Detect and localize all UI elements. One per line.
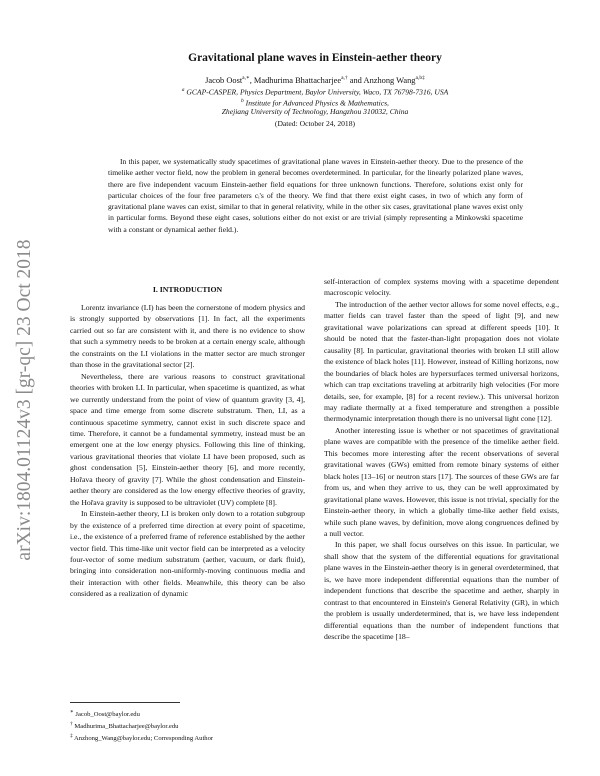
arxiv-stamp-text: arXiv:1804.01124v3 [gr-qc] 23 Oct 2018	[14, 239, 35, 561]
paragraph: Nevertheless, there are various reasons to construct gravitational theories with broken LI. In particular, when spacetime is quantized, as what we currently understand from the point of view of quantum gravity [3, 4], space and time emerge from some discrete substratum. Then, LI, as a continuous spacetime symmetry, cannot exist in such discrete space and time. Therefore, it cannot be a fundamental symmetry, instead must be an emergent one at the low energy physics. Following this line of thinking, various gravitational theories that violate LI have been proposed, such as ghost condensation [5], Einstein-aether theory [6], and more recently, Hořava theory of gravity [7]. While the ghost condensation and Einstein-aether theory are considered as the low energy effective theories of gravity, the Hořava gravity is supposed to be ultraviolet (UV) complete [8].	[70, 371, 305, 507]
author-name: Anzhong Wang	[363, 75, 416, 85]
footnote-mark: †	[70, 720, 73, 727]
email-link[interactable]: Anzhong_Wang@baylor.edu; Corresponding Author	[74, 734, 214, 742]
author-list	[70, 73, 560, 86]
email-link[interactable]: Madhurima_Bhattacharjee@baylor.edu	[74, 722, 179, 730]
paragraph: Another interesting issue is whether or not spacetimes of gravitational plane waves are compatible with the presence of the timelike aether field. This becomes more interesting after the recent observations of several gravitational waves (GWs) emitted from remote binary systems of either black holes [13–16] or neutron stars [17]. The sources of these GWs are far from us, and when they arrive to us, they can be well approximated by gravitational plane waves. However, this issue is not trivial, specially for the Einstein-aether theory, in which a globally time-like aether field exists, while such plane waves, by definition, move along congruences defined by a null vector.	[324, 425, 559, 538]
author-name: Jacob Oost	[205, 75, 243, 85]
affiliation-text: GCAP-CASPER, Physics Department, Baylor University, Waco, TX 76798-7316, USA	[184, 87, 449, 97]
dated-line: (Dated: October 24, 2018)	[274, 119, 356, 128]
left-column	[70, 302, 305, 600]
footnote	[70, 732, 305, 744]
paragraph-continued: self-interaction of complex systems moving with a spacetime dependent macroscopic velocity.	[324, 277, 559, 298]
abstract-text: In this paper, we systematically study spacetimes of gravitational plane waves in Einstein-aether theory. Due to the presence of the timelike aether vector field, now the problem in general becomes overdetermined. In particular, for the linearly polarized plane waves, there are five independent vacuum Einstein-aether field equations for three unknown functions. Therefore, solutions exist only for particular choices of the four free parameters cᵢ's of the theory. We find that there exist eight cases, in two of which any form of gravitational plane waves can exist, similar to that in general relativity, while in the other six cases, gravitational plane waves exist only in particular forms. Beyond these eight cases, solutions either do not exist or are trivial (simply representing a Minkowski spacetime with a constant or dynamical aether field.).	[108, 157, 523, 234]
author-superscript: a,b‡	[415, 75, 425, 81]
footnote-mark: ‡	[70, 732, 73, 739]
section-heading: I. INTRODUCTION	[152, 285, 223, 294]
footnote-rule	[70, 702, 180, 703]
arxiv-stamp	[6, 230, 40, 570]
paragraph: In Einstein-aether theory, LI is broken only down to a rotation subgroup by the existence of a preferred time direction at every point of spacetime, i.e., the existence of a preferred frame of reference established by the aether vector field. This time-like unit vector field can be interpreted as a velocity four-vector of some medium substratum (aether, vacuum, or dark fluid), bringing into consideration non-uniformly-moving continuous media and their interaction with other fields. Meanwhile, this theory can be also considered as a realization of dynamic	[70, 509, 305, 599]
author-superscript: a,†	[341, 75, 348, 81]
author-separator: and	[347, 75, 364, 85]
footnote-mark: ∗	[70, 709, 74, 715]
affiliation-mark: b	[241, 98, 244, 104]
affiliation-b-line2: Zhejiang University of Technology, Hangzhou 310032, China	[221, 107, 409, 116]
abstract	[108, 156, 523, 235]
paragraph: The introduction of the aether vector allows for some novel effects, e.g., matter fields can travel faster than the speed of light [9], and new gravitational wave polarizations can spread at different speeds [10]. It should be noted that the faster-than-light propagation does not violate causality [8]. In particular, gravitational theories with broken LI still allow the existence of black holes [11]. However, instead of Killing horizons, now the boundaries of black holes are hypersurfaces termed universal horizons, which can trap excitations traveling at arbitrarily high velocities (For more details, see, for example, [8] for a recent review.). This universal horizon may radiate thermally at a fixed temperature and strengthen a possible thermodynamic interpretation though there is no universal light cone [12].	[324, 299, 559, 424]
email-link[interactable]: Jacob_Oost@baylor.edu	[75, 711, 140, 719]
affiliation-text: Institute for Advanced Physics & Mathematics,	[243, 98, 389, 108]
paragraph: In this paper, we shall focus ourselves on this issue. In particular, we shall show that the system of the differential equations for gravitational plane waves in the Einstein-aether theory is in general overdetermined, that is, we have more independent differential equations than the number of independent functions that describe the spacetime and aether, sharply in contrast to that encountered in Einstein's General Relativity (GR), in which the problem is usually underdetermined, that is, we have less independent differential equations than the number of independent functions that describe the spacetime [18–	[324, 540, 559, 642]
footnote	[70, 708, 305, 720]
author-name: Madhurima Bhattacharjee	[253, 75, 342, 85]
author-superscript: a,∗	[242, 75, 250, 81]
affiliation-mark: a	[181, 87, 185, 93]
paper-title: Gravitational plane waves in Einstein-aether theory	[188, 52, 442, 64]
author-separator: ,	[249, 75, 254, 85]
right-column	[324, 276, 559, 643]
paragraph: Lorentz invariance (LI) has been the cornerstone of modern physics and is strongly supported by observations [1]. In fact, all the experiments carried out so far are consistent with it, and there is no evidence to show that such a symmetry needs to be broken at a certain energy scale, although the constraints on the LI violations in the matter sector are much stronger than those in the gravitational sector [2].	[70, 303, 305, 370]
footnote	[70, 720, 305, 732]
footnotes	[70, 708, 305, 743]
